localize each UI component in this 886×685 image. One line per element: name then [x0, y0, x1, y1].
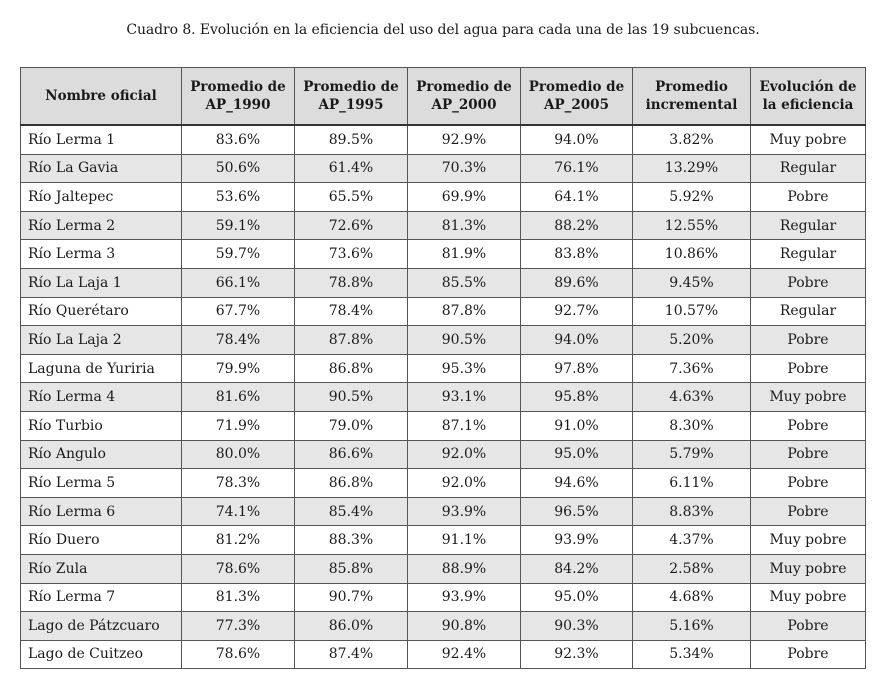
cell-evolucion: Pobre	[751, 268, 866, 297]
header-line: incremental	[645, 97, 738, 113]
cell-ap-1995: 61.4%	[295, 154, 408, 183]
cell-ap-1990: 66.1%	[182, 268, 295, 297]
cell-evolucion: Pobre	[751, 612, 866, 641]
table-row	[21, 526, 866, 555]
cell-ap-2005: 95.0%	[521, 583, 633, 612]
cell-ap-1990: 78.3%	[182, 469, 295, 498]
cell-ap-2000: 70.3%	[408, 154, 521, 183]
cell-ap-1995: 86.8%	[295, 469, 408, 498]
cell-evolucion: Pobre	[751, 640, 866, 669]
table-row	[21, 211, 866, 240]
cell-ap-2005: 94.6%	[521, 469, 633, 498]
cell-evolucion: Pobre	[751, 411, 866, 440]
cell-ap-1990: 59.7%	[182, 240, 295, 269]
column-header-ap-1995	[295, 68, 408, 126]
cell-promedio-incremental: 4.37%	[633, 526, 751, 555]
table-row	[21, 326, 866, 355]
column-header-ap-1990	[182, 68, 295, 126]
cell-nombre: Río Lerma 5	[21, 469, 182, 498]
table-row	[21, 440, 866, 469]
cell-ap-1995: 85.8%	[295, 554, 408, 583]
cell-evolucion: Pobre	[751, 469, 866, 498]
cell-ap-2000: 87.1%	[408, 411, 521, 440]
cell-nombre: Río Duero	[21, 526, 182, 555]
cell-promedio-incremental: 4.63%	[633, 383, 751, 412]
header-line: Evolución de	[759, 79, 857, 95]
column-header-ap-2005	[521, 68, 633, 126]
table-row	[21, 183, 866, 212]
cell-ap-1990: 81.3%	[182, 583, 295, 612]
cell-ap-2000: 92.9%	[408, 125, 521, 154]
cell-ap-1995: 87.4%	[295, 640, 408, 669]
table-row	[21, 640, 866, 669]
cell-ap-1990: 74.1%	[182, 497, 295, 526]
cell-ap-1995: 79.0%	[295, 411, 408, 440]
cell-ap-2000: 69.9%	[408, 183, 521, 212]
table-row	[21, 125, 866, 154]
cell-nombre: Río Lerma 7	[21, 583, 182, 612]
cell-ap-2005: 97.8%	[521, 354, 633, 383]
cell-ap-1990: 59.1%	[182, 211, 295, 240]
cell-nombre: Laguna de Yuriria	[21, 354, 182, 383]
cell-ap-2000: 87.8%	[408, 297, 521, 326]
cell-promedio-incremental: 12.55%	[633, 211, 751, 240]
cell-ap-1990: 83.6%	[182, 125, 295, 154]
column-header-ap-2000	[408, 68, 521, 126]
cell-ap-1995: 90.5%	[295, 383, 408, 412]
cell-evolucion: Muy pobre	[751, 383, 866, 412]
column-header-promedio-incremental	[633, 68, 751, 126]
cell-promedio-incremental: 8.83%	[633, 497, 751, 526]
cell-evolucion: Regular	[751, 211, 866, 240]
header-line: la eficiencia	[762, 97, 854, 113]
cell-nombre: Río La Laja 2	[21, 326, 182, 355]
table-caption: Cuadro 8. Evolución en la eficiencia del uso del agua para cada una de las 19 subcuencas.	[126, 22, 760, 38]
cell-evolucion: Regular	[751, 154, 866, 183]
cell-evolucion: Regular	[751, 297, 866, 326]
cell-evolucion: Pobre	[751, 183, 866, 212]
cell-evolucion: Pobre	[751, 440, 866, 469]
header-line: Promedio de	[303, 79, 399, 95]
cell-ap-2005: 89.6%	[521, 268, 633, 297]
cell-ap-1995: 86.0%	[295, 612, 408, 641]
cell-ap-1995: 86.8%	[295, 354, 408, 383]
cell-ap-2005: 92.7%	[521, 297, 633, 326]
cell-ap-1995: 89.5%	[295, 125, 408, 154]
cell-ap-1995: 72.6%	[295, 211, 408, 240]
table-row	[21, 354, 866, 383]
cell-nombre: Río Lerma 4	[21, 383, 182, 412]
cell-ap-2000: 95.3%	[408, 354, 521, 383]
cell-nombre: Río Jaltepec	[21, 183, 182, 212]
cell-ap-2000: 92.4%	[408, 640, 521, 669]
cell-evolucion: Muy pobre	[751, 526, 866, 555]
cell-ap-1990: 50.6%	[182, 154, 295, 183]
cell-ap-1995: 78.4%	[295, 297, 408, 326]
cell-nombre: Lago de Cuitzeo	[21, 640, 182, 669]
cell-evolucion: Muy pobre	[751, 125, 866, 154]
cell-ap-2000: 85.5%	[408, 268, 521, 297]
cell-promedio-incremental: 6.11%	[633, 469, 751, 498]
cell-ap-2000: 81.9%	[408, 240, 521, 269]
cell-ap-2005: 83.8%	[521, 240, 633, 269]
cell-nombre: Lago de Pátzcuaro	[21, 612, 182, 641]
cell-nombre: Río La Gavia	[21, 154, 182, 183]
column-header-evolucion	[751, 68, 866, 126]
cell-ap-2000: 90.8%	[408, 612, 521, 641]
cell-promedio-incremental: 13.29%	[633, 154, 751, 183]
efficiency-table	[20, 67, 866, 669]
cell-ap-2000: 91.1%	[408, 526, 521, 555]
cell-ap-1995: 90.7%	[295, 583, 408, 612]
cell-ap-1995: 73.6%	[295, 240, 408, 269]
cell-ap-1995: 78.8%	[295, 268, 408, 297]
cell-ap-1990: 71.9%	[182, 411, 295, 440]
table-row	[21, 612, 866, 641]
cell-ap-2005: 96.5%	[521, 497, 633, 526]
cell-ap-2000: 81.3%	[408, 211, 521, 240]
cell-nombre: Río Turbio	[21, 411, 182, 440]
header-line: Promedio de	[528, 79, 625, 95]
table-row	[21, 554, 866, 583]
cell-nombre: Río Angulo	[21, 440, 182, 469]
header-line: Nombre oficial	[45, 88, 157, 104]
header-line: AP_1990	[205, 97, 271, 113]
cell-ap-1990: 78.4%	[182, 326, 295, 355]
cell-nombre: Río La Laja 1	[21, 268, 182, 297]
table-row	[21, 268, 866, 297]
cell-ap-1990: 78.6%	[182, 640, 295, 669]
cell-ap-1995: 65.5%	[295, 183, 408, 212]
cell-ap-1995: 86.6%	[295, 440, 408, 469]
cell-ap-2005: 95.0%	[521, 440, 633, 469]
table-row	[21, 240, 866, 269]
cell-ap-2005: 94.0%	[521, 326, 633, 355]
cell-ap-2000: 93.9%	[408, 583, 521, 612]
cell-ap-1990: 67.7%	[182, 297, 295, 326]
cell-promedio-incremental: 4.68%	[633, 583, 751, 612]
cell-ap-2000: 93.1%	[408, 383, 521, 412]
cell-nombre: Río Lerma 3	[21, 240, 182, 269]
table-row	[21, 154, 866, 183]
cell-ap-1990: 81.2%	[182, 526, 295, 555]
table-body	[21, 125, 866, 669]
table-row	[21, 583, 866, 612]
table-row	[21, 411, 866, 440]
cell-ap-2005: 84.2%	[521, 554, 633, 583]
cell-ap-1990: 80.0%	[182, 440, 295, 469]
cell-nombre: Río Lerma 1	[21, 125, 182, 154]
cell-promedio-incremental: 3.82%	[633, 125, 751, 154]
cell-ap-2005: 91.0%	[521, 411, 633, 440]
header-line: AP_2000	[431, 97, 497, 113]
header-line: AP_1995	[318, 97, 384, 113]
cell-promedio-incremental: 5.92%	[633, 183, 751, 212]
cell-promedio-incremental: 10.86%	[633, 240, 751, 269]
header-line: Promedio	[655, 79, 728, 95]
cell-ap-2005: 95.8%	[521, 383, 633, 412]
cell-ap-1990: 81.6%	[182, 383, 295, 412]
cell-ap-2000: 92.0%	[408, 440, 521, 469]
cell-evolucion: Muy pobre	[751, 583, 866, 612]
cell-ap-2005: 92.3%	[521, 640, 633, 669]
table-row	[21, 469, 866, 498]
cell-ap-2005: 76.1%	[521, 154, 633, 183]
cell-promedio-incremental: 2.58%	[633, 554, 751, 583]
cell-ap-2005: 88.2%	[521, 211, 633, 240]
cell-promedio-incremental: 10.57%	[633, 297, 751, 326]
column-header-nombre	[21, 68, 182, 126]
cell-ap-1995: 88.3%	[295, 526, 408, 555]
table-row	[21, 383, 866, 412]
cell-ap-2000: 93.9%	[408, 497, 521, 526]
cell-promedio-incremental: 9.45%	[633, 268, 751, 297]
header-line: Promedio de	[416, 79, 512, 95]
cell-nombre: Río Lerma 6	[21, 497, 182, 526]
header-line: Promedio de	[190, 79, 286, 95]
cell-ap-1990: 53.6%	[182, 183, 295, 212]
cell-ap-1995: 87.8%	[295, 326, 408, 355]
cell-ap-2005: 90.3%	[521, 612, 633, 641]
table-row	[21, 497, 866, 526]
cell-promedio-incremental: 5.20%	[633, 326, 751, 355]
cell-ap-1995: 85.4%	[295, 497, 408, 526]
cell-evolucion: Muy pobre	[751, 554, 866, 583]
header-line: AP_2005	[544, 97, 609, 113]
cell-evolucion: Pobre	[751, 497, 866, 526]
cell-nombre: Río Zula	[21, 554, 182, 583]
cell-promedio-incremental: 5.16%	[633, 612, 751, 641]
cell-nombre: Río Lerma 2	[21, 211, 182, 240]
cell-promedio-incremental: 7.36%	[633, 354, 751, 383]
cell-ap-2000: 92.0%	[408, 469, 521, 498]
cell-evolucion: Pobre	[751, 354, 866, 383]
cell-ap-2000: 88.9%	[408, 554, 521, 583]
cell-promedio-incremental: 5.34%	[633, 640, 751, 669]
cell-ap-2005: 94.0%	[521, 125, 633, 154]
cell-evolucion: Pobre	[751, 326, 866, 355]
table-row	[21, 297, 866, 326]
cell-ap-1990: 79.9%	[182, 354, 295, 383]
cell-evolucion: Regular	[751, 240, 866, 269]
cell-ap-2005: 64.1%	[521, 183, 633, 212]
cell-promedio-incremental: 8.30%	[633, 411, 751, 440]
cell-nombre: Río Querétaro	[21, 297, 182, 326]
cell-ap-1990: 77.3%	[182, 612, 295, 641]
header-row	[21, 68, 866, 126]
cell-ap-1990: 78.6%	[182, 554, 295, 583]
cell-ap-2000: 90.5%	[408, 326, 521, 355]
cell-ap-2005: 93.9%	[521, 526, 633, 555]
cell-promedio-incremental: 5.79%	[633, 440, 751, 469]
